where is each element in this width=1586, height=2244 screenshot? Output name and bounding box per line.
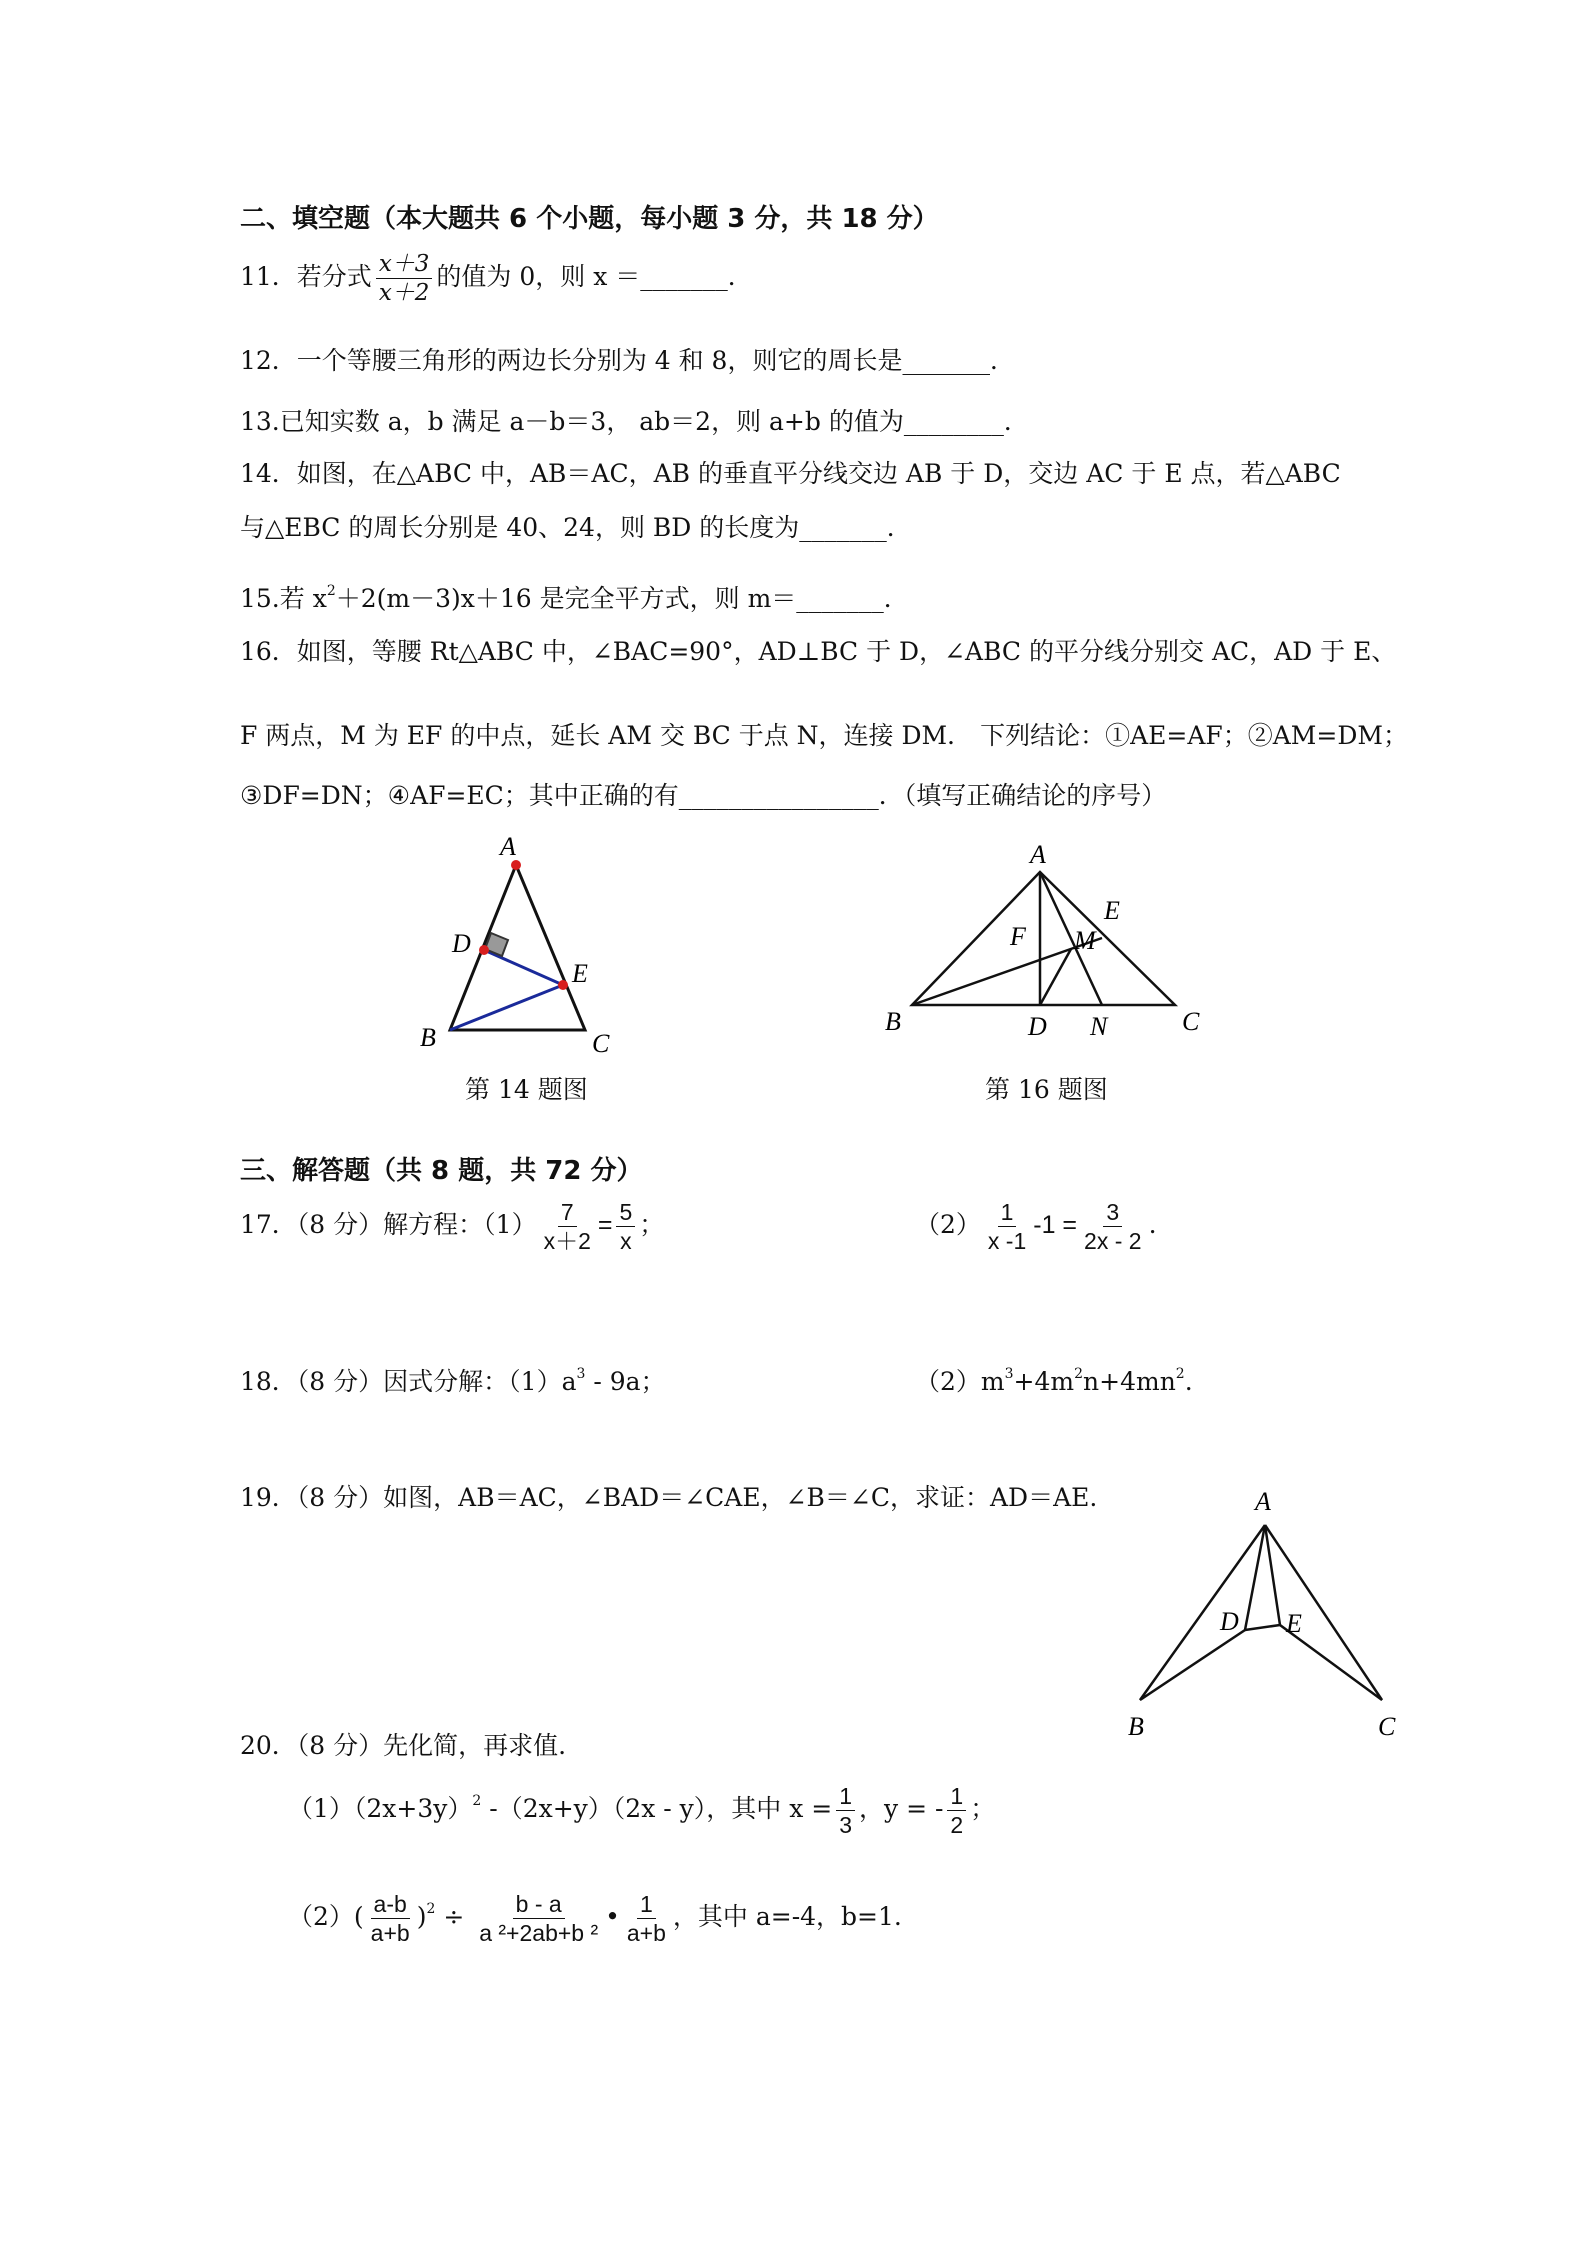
q20-p1-sup: 2	[472, 1793, 482, 1809]
question-20-part2	[288, 1890, 902, 1947]
fig19-path-right	[1265, 1525, 1382, 1700]
q18-pre: 18．（8 分）因式分解：（1）a	[240, 1367, 577, 1396]
q17-f1-num: 7	[558, 1198, 577, 1227]
fig14-segment-de	[484, 950, 563, 985]
q18-sup4: 2	[1175, 1366, 1185, 1382]
fig16-label-n: N	[1090, 1012, 1108, 1041]
q17-end1: ；	[639, 1210, 665, 1239]
question-16-line2: F 两点，M 为 EF 的中点，延长 AM 交 BC 于点 N，连接 DM． 下列结论：①AE=AF；②AM=DM；	[240, 721, 1408, 750]
q11-pre: 11．若分式	[240, 262, 372, 291]
fig14-point-a	[511, 860, 521, 870]
q20-p1-x-den: 3	[839, 1812, 852, 1838]
q17-g2-num: 3	[1103, 1198, 1122, 1227]
question-18-part2	[915, 1358, 1193, 1398]
question-18	[240, 1358, 666, 1398]
fig16-label-e: E	[1104, 896, 1120, 925]
q15-sup: 2	[326, 583, 336, 599]
q17-fraction-2	[616, 1198, 635, 1255]
question-16-line1: 16．如图，等腰 Rt△ABC 中，∠BAC=90°，AD⊥BC 于 D，∠ABC 的平分线分别交 AC，AD 于 E、	[240, 637, 1397, 666]
question-15	[240, 575, 909, 615]
fig14-point-d	[479, 945, 489, 955]
q17-f1-den: x＋2	[543, 1228, 591, 1254]
question-16-line3: ③DF=DN；④AF=EC；其中正确的有________________．（填写正确结论的序号）	[240, 781, 1167, 810]
question-12: 12．一个等腰三角形的两边长分别为 4 和 8，则它的周长是_______．	[240, 346, 1015, 375]
q17-eq: =	[597, 1211, 613, 1239]
q20-p2-b-den: a ²+2ab+b ²	[479, 1920, 599, 1946]
figure-19	[1110, 1480, 1410, 1750]
fig16-label-b: B	[885, 1007, 901, 1036]
q15-post: ＋2(m－3)x＋16 是完全平方式，则 m＝_______．	[335, 584, 909, 613]
fig16-caption: 第 16 题图	[985, 1075, 1108, 1104]
q20-p2-a-num: a-b	[371, 1890, 410, 1919]
fig19-label-d: D	[1220, 1607, 1239, 1636]
q17-g2-den: 2x - 2	[1084, 1228, 1142, 1254]
fig16-triangle	[912, 872, 1175, 1005]
q20-p2-end: ，其中 a=-4，b=1.	[672, 1902, 902, 1931]
fig14-label-e: E	[572, 959, 588, 988]
q18-t2: +4m	[1013, 1367, 1075, 1396]
q20-p1-pre: （1）（2x+3y）	[288, 1794, 473, 1823]
question-17-part2	[915, 1198, 1157, 1255]
q18-t4: .	[1184, 1367, 1193, 1396]
fig14-label-d: D	[452, 929, 471, 958]
q11-fraction	[376, 250, 433, 307]
question-20-title: 20．（8 分）先化简，再求值.	[240, 1731, 567, 1760]
q17-f2-num: 5	[616, 1198, 635, 1227]
question-14-line2: 与△EBC 的周长分别是 40、24，则 BD 的长度为_______．	[240, 513, 912, 542]
fig16-label-m: M	[1074, 926, 1096, 955]
q20-p2-div: ÷	[435, 1902, 473, 1931]
question-17	[240, 1198, 664, 1255]
fig14-label-b: B	[420, 1023, 436, 1052]
figure-14	[400, 820, 640, 1060]
q20-p2-pre: （2）(	[288, 1902, 364, 1931]
q20-p1-y: ，y = -	[859, 1794, 944, 1823]
q20-p1-mid: -（2x+y）（2x - y），其中 x =	[481, 1794, 833, 1823]
q18-sup1: 3	[576, 1366, 586, 1382]
section2-title: 二、填空题（本大题共 6 个小题，每小题 3 分，共 18 分）	[240, 204, 939, 234]
q17-fraction-1	[541, 1198, 594, 1255]
fig19-label-c: C	[1378, 1712, 1396, 1741]
q20-p1-x-num: 1	[836, 1782, 855, 1811]
fig19-label-b: B	[1128, 1712, 1144, 1741]
fig14-label-c: C	[592, 1029, 610, 1058]
q17-g1-num: 1	[998, 1198, 1017, 1227]
fig16-label-f: F	[1010, 922, 1026, 951]
fig16-label-d: D	[1028, 1012, 1047, 1041]
q20-p1-x-fraction	[836, 1782, 855, 1839]
fig16-label-c: C	[1182, 1007, 1200, 1036]
q20-p2-b-fraction	[476, 1890, 601, 1947]
fig16-label-a: A	[1030, 840, 1046, 869]
question-13: 13.已知实数 a，b 满足 a－b＝3， ab＝2，则 a+b 的值为________．	[240, 407, 1029, 436]
fig19-path-left	[1140, 1525, 1265, 1700]
q17-pre: 17．（8 分）解方程：（1）	[240, 1210, 537, 1239]
q20-p2-b-num: b - a	[513, 1890, 565, 1919]
section3-title: 三、解答题（共 8 题，共 72 分）	[240, 1156, 643, 1186]
q20-p1-y-den: 2	[950, 1812, 964, 1838]
q20-p2-a-fraction	[368, 1890, 413, 1947]
q20-p2-c-fraction	[624, 1890, 669, 1947]
q20-p2-dot: •	[605, 1902, 620, 1931]
fig14-segment-be	[450, 985, 563, 1030]
q20-p1-y-fraction	[947, 1782, 966, 1839]
q11-fraction-num: x＋3	[376, 250, 433, 279]
q17-mid: -1 =	[1033, 1211, 1078, 1239]
question-19: 19．（8 分）如图，AB＝AC，∠BAD＝∠CAE，∠B＝∠C，求证：AD＝AE.	[240, 1483, 1098, 1512]
q18-sup3: 2	[1074, 1366, 1084, 1382]
fig14-caption: 第 14 题图	[465, 1075, 588, 1104]
q17-part2: （2）	[915, 1210, 981, 1239]
fig19-label-a: A	[1255, 1487, 1271, 1516]
question-14-line1: 14．如图，在△ABC 中，AB＝AC，AB 的垂直平分线交边 AB 于 D，交边 AC 于 E 点，若△ABC	[240, 459, 1341, 488]
q17-fraction-3	[985, 1198, 1029, 1255]
q11-fraction-den: x＋2	[378, 280, 430, 306]
q18-sup2: 3	[1004, 1366, 1014, 1382]
q15-pre: 15.若 x	[240, 584, 327, 613]
fig14-label-a: A	[500, 832, 516, 861]
q20-p2-sup: 2	[426, 1901, 436, 1917]
figure-16	[880, 835, 1220, 1055]
q18-mid1: - 9a；	[585, 1367, 666, 1396]
question-11	[240, 250, 753, 307]
q18-part2: （2）m	[915, 1367, 1005, 1396]
q17-g1-den: x -1	[987, 1228, 1027, 1254]
fig19-line-de	[1245, 1625, 1280, 1630]
q20-p2-a-den: a+b	[370, 1920, 410, 1946]
q18-t3: n+4mn	[1083, 1367, 1176, 1396]
q20-p2-close: )	[416, 1902, 427, 1931]
q11-post: 的值为 0，则 x ＝_______．	[436, 262, 753, 291]
q17-end2: .	[1148, 1210, 1157, 1239]
q20-p1-end: ；	[970, 1794, 996, 1823]
q17-f2-den: x	[620, 1228, 632, 1254]
q20-p2-c-num: 1	[637, 1890, 656, 1919]
q17-fraction-4	[1081, 1198, 1145, 1255]
fig19-label-e: E	[1286, 1609, 1302, 1638]
q20-p1-y-num: 1	[947, 1782, 966, 1811]
question-20-part1	[288, 1782, 995, 1839]
q20-p2-c-den: a+b	[626, 1920, 666, 1946]
fig14-point-e	[558, 980, 568, 990]
